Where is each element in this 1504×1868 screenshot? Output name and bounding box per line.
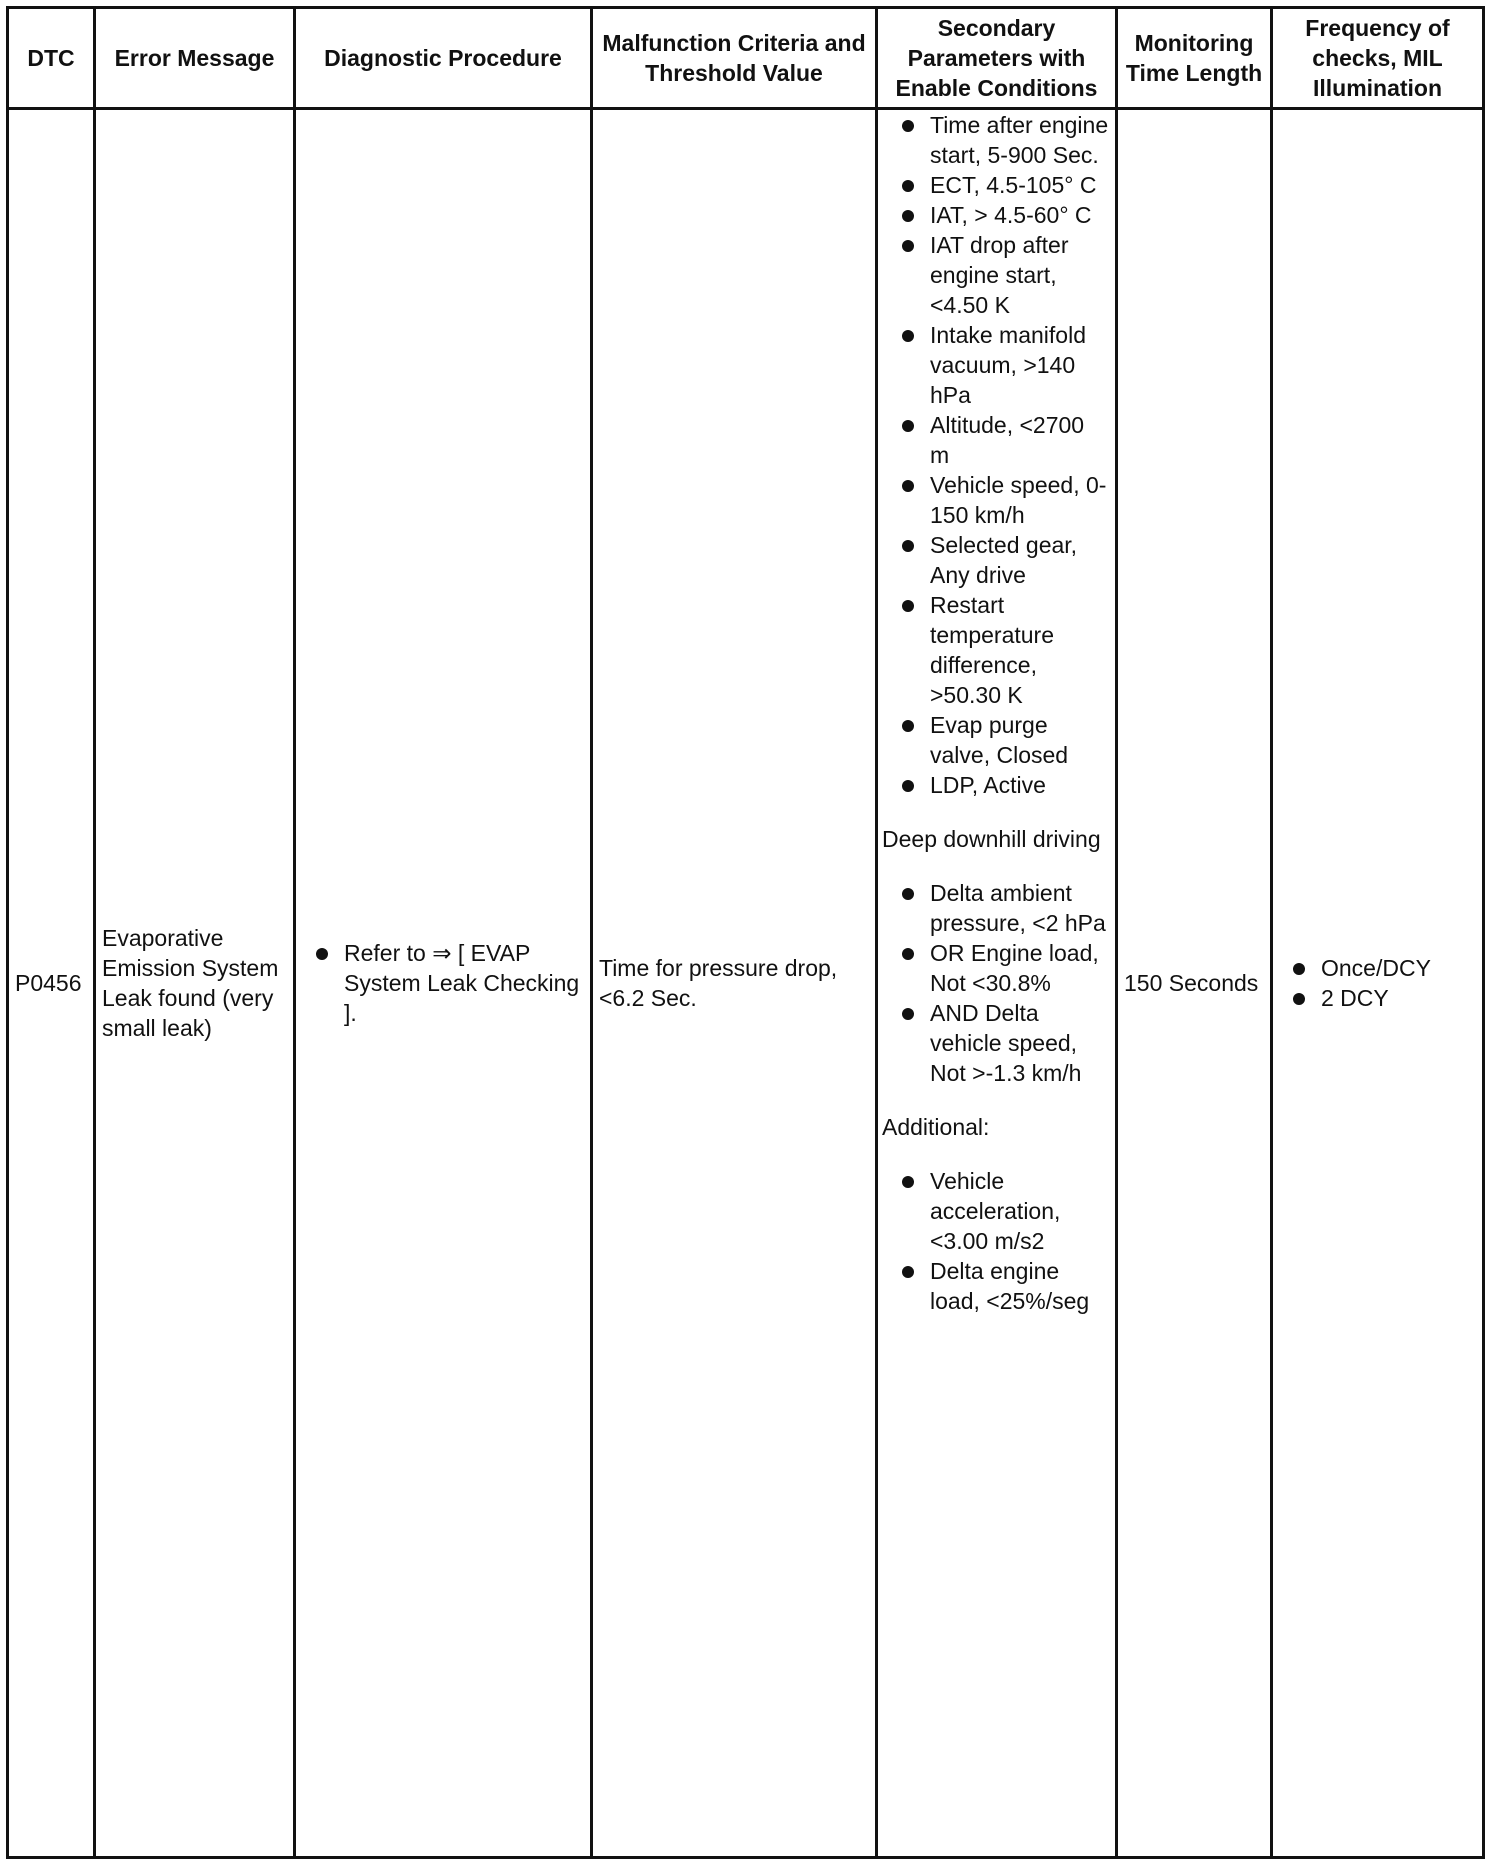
bullet-icon (1293, 993, 1305, 1005)
diagnostic-procedure-text: Refer to ⇒ [ EVAP System Leak Checking ]. (344, 940, 580, 1026)
bullet-icon (902, 720, 914, 732)
bullet-icon (902, 330, 914, 342)
header-diagnostic-procedure: Diagnostic Procedure (295, 8, 592, 109)
header-malfunction-criteria: Malfunction Criteria and Threshold Value (592, 8, 877, 109)
frequency-list (1273, 953, 1482, 1013)
secondary-list-3 (882, 1166, 1109, 1316)
list-item: Intake manifold vacuum, >140 hPa (882, 320, 1109, 410)
bullet-icon (902, 1008, 914, 1020)
list-item: Delta ambient pressure, <2 hPa (882, 878, 1109, 938)
bullet-icon (902, 120, 914, 132)
cell-dtc: P0456 (8, 109, 95, 1858)
diagnostic-procedure-item (296, 938, 590, 1028)
list-item: Once/DCY (1273, 953, 1482, 983)
bullet-icon (902, 540, 914, 552)
list-item: Vehicle acceleration, <3.00 m/s2 (882, 1166, 1109, 1256)
list-item: IAT drop after engine start, <4.50 K (882, 230, 1109, 320)
bullet-icon (1293, 963, 1305, 975)
bullet-icon (902, 1176, 914, 1188)
list-item: IAT, > 4.5-60° C (882, 200, 1109, 230)
list-item: LDP, Active (882, 770, 1109, 800)
cell-frequency (1272, 109, 1484, 1858)
bullet-icon (902, 600, 914, 612)
secondary-parameters-content (878, 110, 1115, 1316)
list-item: OR Engine load, Not <30.8% (882, 938, 1109, 998)
cell-monitoring-time: 150 Seconds (1117, 109, 1272, 1858)
bullet-icon (902, 210, 914, 222)
list-item: Altitude, <2700 m (882, 410, 1109, 470)
bullet-icon (902, 780, 914, 792)
list-item: Selected gear, Any drive (882, 530, 1109, 590)
header-secondary-parameters: Secondary Parameters with Enable Conditions (877, 8, 1117, 109)
bullet-icon (902, 420, 914, 432)
header-monitoring-time: Monitoring Time Length (1117, 8, 1272, 109)
cell-malfunction-criteria: Time for pressure drop, <6.2 Sec. (592, 109, 877, 1858)
table-row (8, 109, 1484, 1858)
list-item: Vehicle speed, 0-150 km/h (882, 470, 1109, 530)
dtc-table (6, 6, 1485, 1859)
bullet-icon (316, 948, 328, 960)
header-frequency: Frequency of checks, MIL Illumination (1272, 8, 1484, 109)
secondary-heading-additional: Additional: (882, 1114, 990, 1140)
list-item: ECT, 4.5-105° C (882, 170, 1109, 200)
bullet-icon (902, 180, 914, 192)
cell-error-message: Evaporative Emission System Leak found (very small leak) (95, 109, 295, 1858)
cell-diagnostic-procedure (295, 109, 592, 1858)
list-item: Time after engine start, 5-900 Sec. (882, 110, 1109, 170)
secondary-heading-downhill: Deep downhill driving (882, 826, 1101, 852)
bullet-icon (902, 1266, 914, 1278)
bullet-icon (902, 480, 914, 492)
header-dtc: DTC (8, 8, 95, 109)
header-error-message: Error Message (95, 8, 295, 109)
header-row (8, 8, 1484, 109)
list-item: 2 DCY (1273, 983, 1482, 1013)
list-item: Delta engine load, <25%/seg (882, 1256, 1109, 1316)
secondary-list-2 (882, 878, 1109, 1088)
list-item: Evap purge valve, Closed (882, 710, 1109, 770)
list-item: AND Delta vehicle speed, Not >-1.3 km/h (882, 998, 1109, 1088)
bullet-icon (902, 240, 914, 252)
bullet-icon (902, 948, 914, 960)
bullet-icon (902, 888, 914, 900)
list-item: Restart temperature difference, >50.30 K (882, 590, 1109, 710)
secondary-list-1 (882, 110, 1109, 800)
cell-secondary-parameters (877, 109, 1117, 1858)
